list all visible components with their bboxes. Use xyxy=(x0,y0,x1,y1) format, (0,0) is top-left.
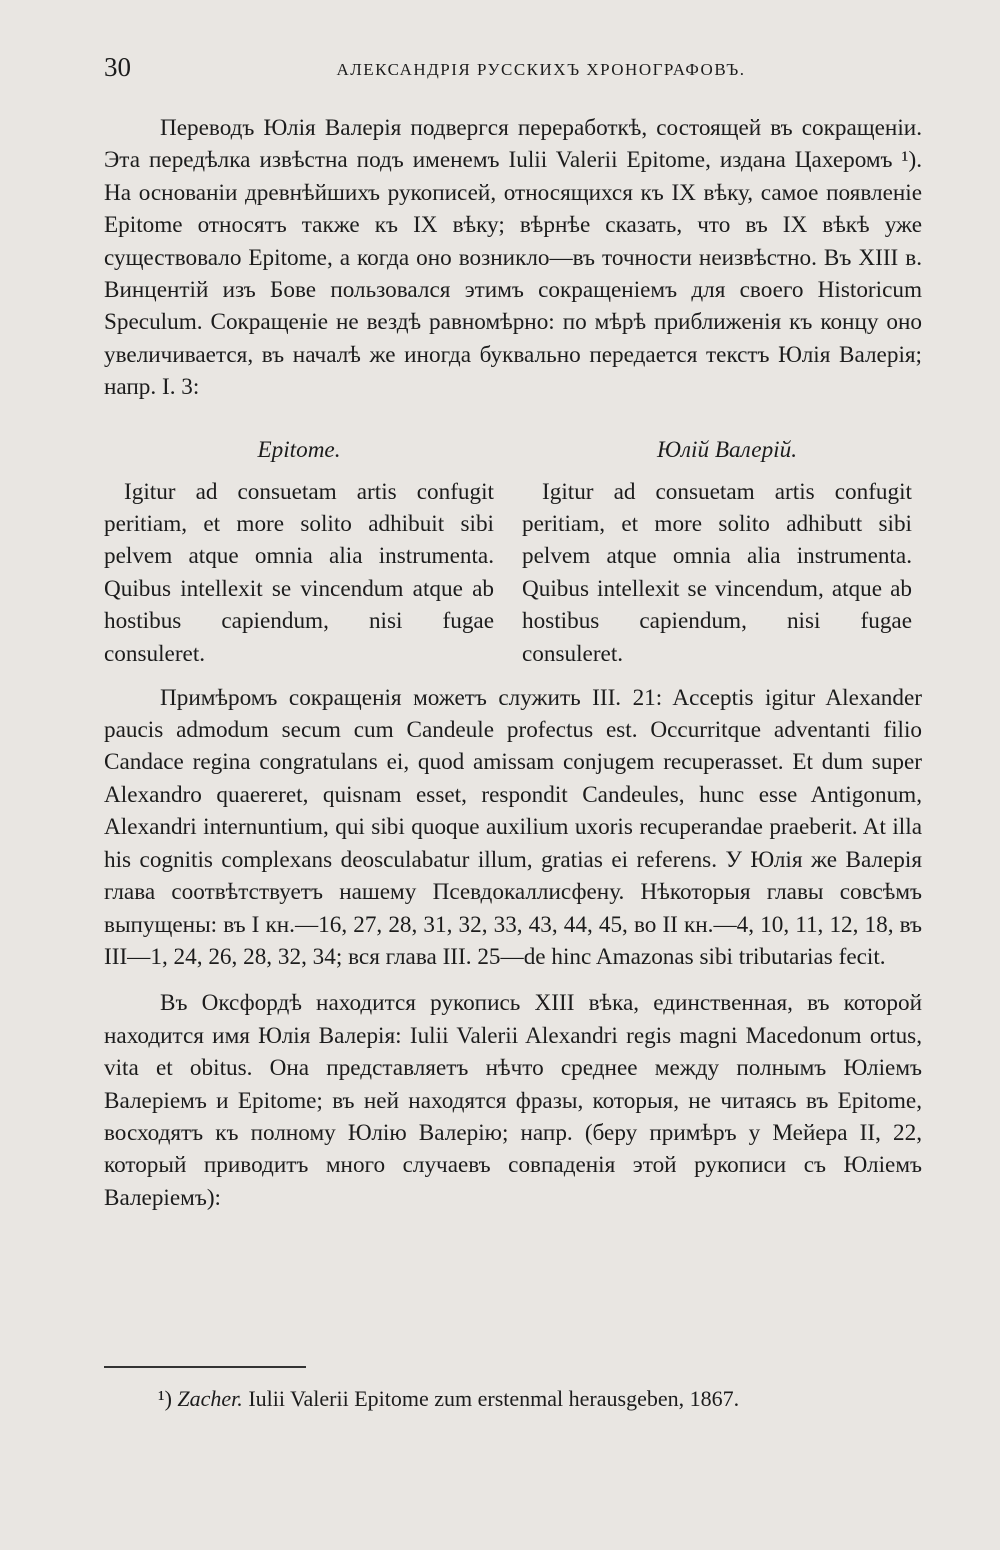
page-body xyxy=(104,112,922,1214)
footnote xyxy=(158,1386,890,1412)
paragraph-abridgement-example: Примѣромъ сокращенія можетъ служить III. 21: Acceptis igitur Alexander paucis admodum secum cum Candeule profectus est. Occurritque adventanti filio Candace regina congratulans ei, quod amissam conjugem recuperasset. Et dum super Alexandro quaereret, quisnam esset, respondit Candeules, hunc esse Antigonum, Alexandri internuntium, qui sibi quoque auxilium uxoris recuperandae praeberit. At illa his cognitis complexans deosculabatur illum, gratias ei referens. У Юлія же Валерія глава соотвѣтствуетъ нашему Псевдокаллисфену. Нѣкоторыя главы совсѣмъ выпущены: въ I кн.—16, 27, 28, 31, 32, 33, 43, 44, 45, во II кн.—4, 10, 11, 12, 18, въ III—1, 24, 26, 28, 32, 34; вся глава III. 25—de hinc Amazonas sibi tributarias fecit. xyxy=(104,684,922,970)
footnote-text: Iulii Valerii Epitome zum erstenmal herausgeben, 1867. xyxy=(248,1386,740,1411)
footnote-rule xyxy=(104,1366,306,1368)
page-number: 30 xyxy=(104,52,131,82)
paragraph-intro: Переводъ Юлія Валерія подвергся переработкѣ, состоящей въ сокращеніи. Эта передѣлка извѣстна подъ именемъ Iulii Valerii Epitome, издана Цахеромъ ¹). На основаніи древнѣйшихъ рукописей, относящихся къ IX вѣку, самое появленіе Epitome относятъ также къ IX вѣку; вѣрнѣе сказать, что въ IX вѣкѣ уже существовало Epitome, а когда оно возникло—въ точности неизвѣстно. Въ XIII в. Винцентій изъ Бове пользовался этимъ сокращеніемъ для своего Historicum Speculum. Сокращеніе не вездѣ равномѣрно: по мѣрѣ приближенія къ концу оно увеличивается, въ началѣ же иногда буквально передается текстъ Юлія Валерія; напр. I. 3: xyxy=(104,115,922,401)
page-header xyxy=(104,50,908,90)
paragraph-oxford-manuscript: Въ Оксфордѣ находится рукопись XIII вѣка, единственная, въ которой находится имя Юлія Валерія: Iulii Valerii Alexandri regis magni Macedonum ortus, vita et obitus. Она представляетъ нѣчто среднее между полнымъ Юліемъ Валеріемъ и Epitome; въ ней находятся фразы, которыя, не читаясь въ Epitome, восходятъ къ полному Юлію Валерію; напр. (беру примѣръ у Мейера II, 22, который приводитъ много случаевъ совпаденія этой рукописи съ Юліемъ Валеріемъ): xyxy=(104,990,922,1211)
footnote-marker: ¹) xyxy=(158,1386,172,1411)
epitome-column-text: Igitur ad consuetam artis confugit peritiam, et more solito adhibuit sibi pelvem atque omnia alia instrumenta. Quibus intellexit se vincendum atque ab hostibus capiendum, nisi fugae consuleret. xyxy=(104,478,494,667)
epitome-column-title: Epitome. xyxy=(257,436,341,463)
julius-valerius-column-title: Юлій Валерій. xyxy=(656,436,798,463)
comparison-columns xyxy=(104,432,922,682)
footnote-author: Zacher. xyxy=(177,1386,243,1411)
epitome-column xyxy=(104,432,494,670)
julius-valerius-column-text: Igitur ad consuetam artis confugit peritiam, et more solito adhibutt sibi pelvem atque omnia alia instrumenta. Quibus intellexit se vincendum, atque ab hostibus capiendum, nisi fugae consuleret. xyxy=(522,478,912,667)
running-title: АЛЕКСАНДРІЯ РУССКИХЪ ХРОНОГРАФОВЪ. xyxy=(336,60,746,79)
julius-valerius-column xyxy=(522,432,912,670)
